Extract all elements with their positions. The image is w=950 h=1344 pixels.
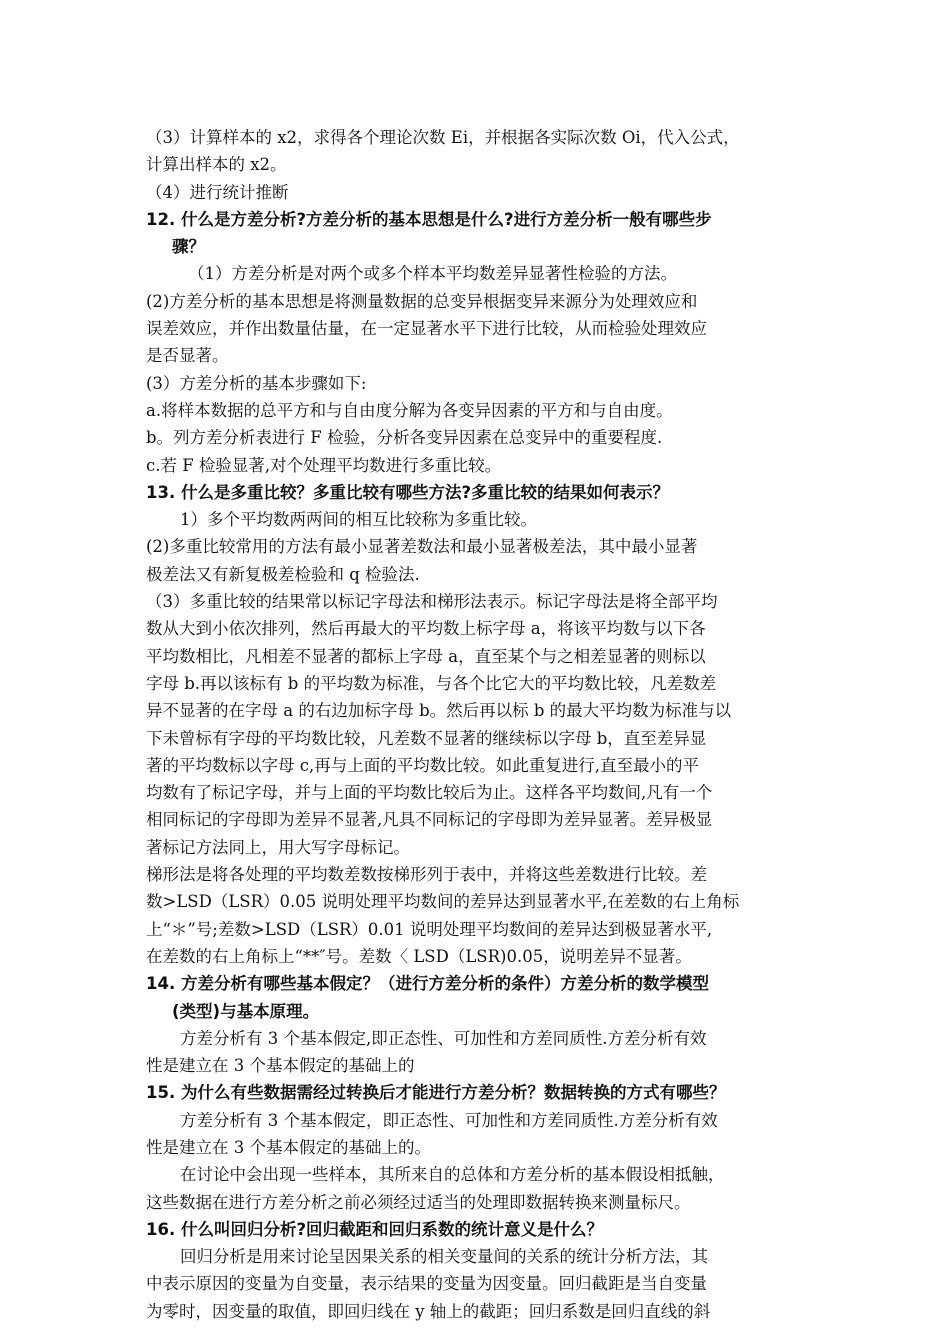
paragraph-line: (2)方差分析的基本思想是将测量数据的总变异根据变异来源分为处理效应和 xyxy=(146,291,698,311)
question-heading-line: 14. 方差分析有哪些基本假定？（进行方差分析的条件）方差分析的数学模型 xyxy=(146,974,709,994)
paragraph-line: 下未曾标有字母的平均数比较，凡差数不显著的继续标以字母 b，直至差异显 xyxy=(146,728,707,748)
paragraph-line: 是否显著。 xyxy=(146,346,229,366)
paragraph-line: (3）方差分析的基本步骤如下: xyxy=(146,373,367,393)
paragraph-line: 梯形法是将各处理的平均数差数按梯形列于表中，并将这些差数进行比较。差 xyxy=(146,865,707,885)
paragraph-line: （1）方差分析是对两个或多个样本平均数差异显著性检验的方法。 xyxy=(188,264,677,284)
question-heading-line: 15. 为什么有些数据需经过转换后才能进行方差分析？数据转换的方式有哪些？ xyxy=(146,1083,726,1103)
paragraph-line: c.若 F 检验显著,对个处理平均数进行多重比较。 xyxy=(146,455,502,475)
paragraph-line: 这些数据在进行方差分析之前必须经过适当的处理即数据转换来测量标尺。 xyxy=(146,1192,691,1212)
paragraph-line: 在讨论中会出现一些样本，其所来自的总体和方差分析的基本假设相抵触， xyxy=(180,1165,725,1185)
paragraph-line: 误差效应，并作出数量估量，在一定显著水平下进行比较，从而检验处理效应 xyxy=(146,319,707,339)
paragraph-line: b。列方差分析表进行 F 检验，分析各变异因素在总变异中的重要程度. xyxy=(146,428,663,448)
paragraph-line: a.将样本数据的总平方和与自由度分解为各变异因素的平方和与自由度。 xyxy=(146,400,673,420)
paragraph-line: 为零时，因变量的取值，即回归线在 y 轴上的截距；回归系数是回归直线的斜 xyxy=(146,1301,711,1321)
paragraph-line: 性是建立在 3 个基本假定的基础上的 xyxy=(146,1056,415,1076)
paragraph-line: 中表示原因的变量为自变量，表示结果的变量为因变量。回归截距是当自变量 xyxy=(146,1274,707,1294)
question-heading-line: 12. 什么是方差分析?方差分析的基本思想是什么?进行方差分析一般有哪些步 xyxy=(146,209,712,229)
question-heading-line: 16. 什么叫回归分析?回归截距和回归系数的统计意义是什么？ xyxy=(146,1219,604,1239)
paragraph-line: 数从大到小依次排列，然后再最大的平均数上标字母 a，将该平均数与以下各 xyxy=(146,619,706,639)
question-heading-line: 13. 什么是多重比较？多重比较有哪些方法?多重比较的结果如何表示？ xyxy=(146,482,670,502)
paragraph-line: 异不显著的在字母 a 的右边加标字母 b。然后再以标 b 的最大平均数为标准与以 xyxy=(146,701,732,721)
paragraph-line: （4）进行统计推断 xyxy=(146,182,289,202)
question-heading-line: (类型)与基本原理。 xyxy=(172,1001,320,1021)
paragraph-line: 著的平均数标以字母 c,再与上面的平均数比较。如此重复进行,直至最小的平 xyxy=(146,755,699,775)
paragraph-line: 字母 b.再以该标有 b 的平均数为标准，与各个比它大的平均数比较，凡差数差 xyxy=(146,673,717,693)
paragraph-line: (2)多重比较常用的方法有最小显著差数法和最小显著极差法，其中最小显著 xyxy=(146,537,698,557)
document-page xyxy=(146,124,810,1325)
paragraph-line: 相同标记的字母即为差异不显著,凡具不同标记的字母即为差异显著。差异极显 xyxy=(146,810,713,830)
paragraph-line: 数>LSD（LSR）0.05 说明处理平均数间的差异达到显著水平,在差数的右上角标 xyxy=(146,892,740,912)
paragraph-line: 1）多个平均数两两间的相互比较称为多重比较。 xyxy=(180,510,537,530)
paragraph-line: （3）多重比较的结果常以标记字母法和梯形法表示。标记字母法是将全部平均 xyxy=(146,592,718,612)
paragraph-line: 方差分析有 3 个基本假定,即正态性、可加性和方差同质性.方差分析有效 xyxy=(180,1028,707,1048)
paragraph-line: 均数有了标记字母，并与上面的平均数比较后为止。这样各平均数间,凡有一个 xyxy=(146,783,713,803)
question-heading-line: 骤？ xyxy=(172,237,205,257)
paragraph-line: 性是建立在 3 个基本假定的基础上的。 xyxy=(146,1137,431,1157)
paragraph-line: 方差分析有 3 个基本假定，即正态性、可加性和方差同质性.方差分析有效 xyxy=(180,1110,718,1130)
paragraph-line: （3）计算样本的 x2，求得各个理论次数 Ei，并根据各实际次数 Oi，代入公式， xyxy=(146,128,740,147)
paragraph-line: 在差数的右上角标上“**″号。差数〈 LSD（LSR)0.05，说明差异不显著。 xyxy=(146,946,692,966)
paragraph-line: 上“＊”号;差数>LSD（LSR）0.01 说明处理平均数间的差异达到极显著水平, xyxy=(146,919,713,939)
paragraph-line: 著标记方法同上，用大写字母标记。 xyxy=(146,837,410,857)
paragraph-line: 计算出样本的 x2。 xyxy=(146,155,287,175)
paragraph-line: 极差法又有新复极差检验和 q 检验法. xyxy=(146,564,420,584)
paragraph-line: 平均数相比，凡相差不显著的都标上字母 a，直至某个与之相差显著的则标以 xyxy=(146,646,706,666)
paragraph-line: 回归分析是用来讨论呈因果关系的相关变量间的关系的统计分析方法，其 xyxy=(180,1247,708,1267)
